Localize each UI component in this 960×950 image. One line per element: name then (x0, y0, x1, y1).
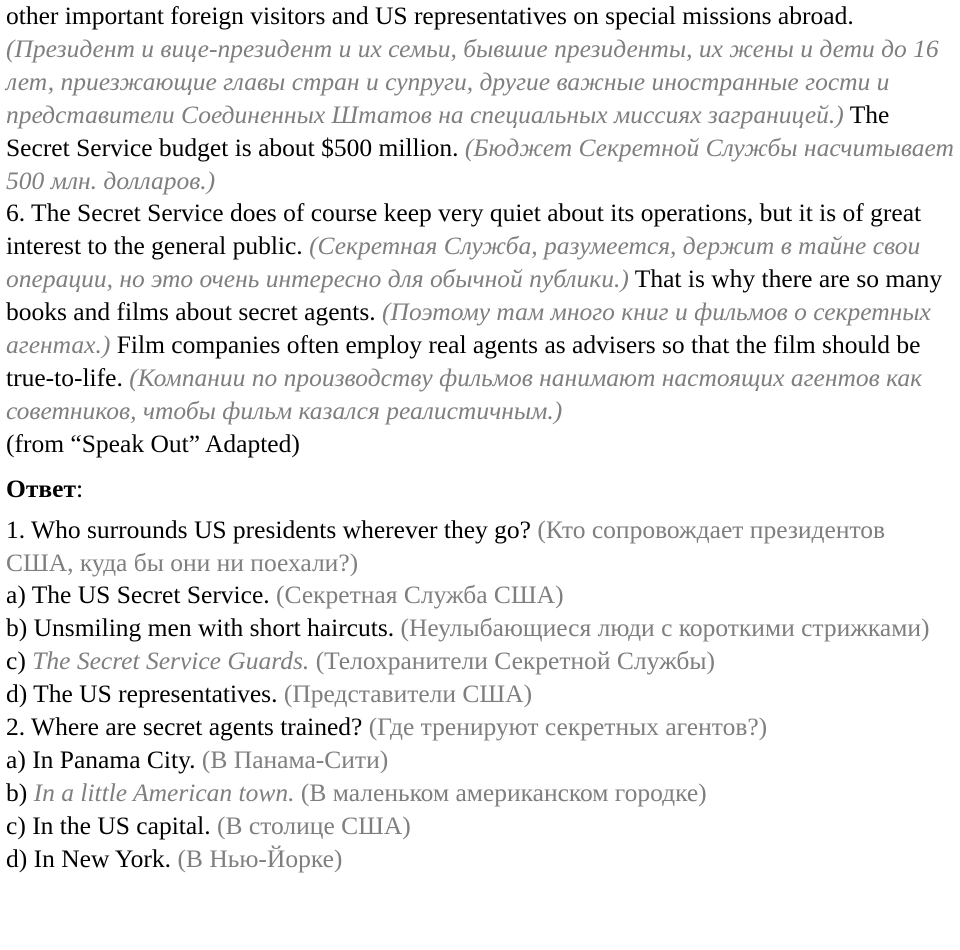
passage-translation: (Бюджет Секретной Службы насчитывает 500 млн. долларов.) (6, 132, 954, 195)
passage-translation: (Компании по производству фильмов нанимают настоящих агентов как советников, чтобы фильм казался реалистичным.) (6, 362, 923, 425)
option-translation: (Телохранители Секретной Службы) (315, 646, 715, 676)
option-text: In New York. (33, 843, 172, 873)
answer-colon: : (75, 473, 84, 503)
question-line (6, 514, 958, 580)
option-translation: (В столице США) (217, 810, 411, 840)
passage-translation: (Президент и вице-президент и их семьи, бывшие президенты, их жены и дети до 16 лет, приезжающие главы стран и супруги, другие важные иностранные гости и представители Соединенных Штатов на специальных миссиях заграницей.) (6, 33, 939, 129)
option-prefix: b) (6, 613, 34, 643)
answer-option (6, 810, 958, 843)
passage-text: Film companies often employ real agents as advisers so that the film should be true-to-life. (6, 330, 921, 392)
question-translation: (Где тренируют секретных агентов?) (368, 712, 768, 742)
answer-option (6, 612, 958, 645)
option-text: The US representatives. (33, 679, 278, 709)
option-text-selected: In a little American town. (33, 777, 295, 807)
option-text-selected: The Secret Service Guards. (32, 646, 310, 676)
option-translation: (В Панама-Сити) (201, 744, 389, 774)
option-translation: (Секретная Служба США) (276, 580, 564, 610)
option-prefix: a) (6, 744, 33, 774)
answer-option (6, 579, 958, 612)
question-translation: (Кто сопровождает президентов США, куда бы они ни поехали?) (6, 514, 886, 577)
option-prefix: d) (6, 843, 34, 873)
option-translation: (Представители США) (283, 679, 533, 709)
option-prefix: b) (6, 777, 34, 807)
option-prefix: d) (6, 679, 34, 709)
option-text: In Panama City. (32, 744, 196, 774)
passage-translation: (Секретная Служба, разумеется, держит в тайне свои операции, но это очень интересно для обычной публики.) (6, 231, 921, 294)
passage-translation: (Поэтому там много книг и фильмов о секретных агентах.) (6, 297, 931, 360)
question-text: 1. Who surrounds US presidents wherever they go? (6, 514, 532, 544)
passage-text: The Secret Service budget is about $500 million. (6, 99, 890, 162)
answer-option (6, 744, 958, 777)
option-text: In the US capital. (32, 810, 211, 840)
answer-option-selected (6, 777, 958, 810)
passage-source (6, 428, 958, 461)
passage-paragraph-6 (6, 197, 958, 427)
answer-option (6, 843, 958, 876)
question-block (6, 514, 958, 711)
option-translation: (В маленьком американском городке) (300, 777, 707, 807)
option-prefix: c) (6, 810, 33, 840)
passage-text: That is why there are so many books and films about secret agents. (6, 264, 943, 327)
answer-option (6, 678, 958, 711)
answer-label: Ответ (6, 473, 76, 503)
option-translation: (В Нью-Йорке) (177, 843, 343, 873)
answer-heading (6, 473, 958, 506)
passage-text: 6. The Secret Service does of course keep very quiet about its operations, but it is of great interest to the general public. (6, 198, 922, 261)
question-text: 2. Where are secret agents trained? (6, 712, 363, 742)
question-block (6, 711, 958, 876)
passage-paragraph-5 (6, 0, 958, 197)
option-prefix: a) (6, 580, 32, 610)
passage-text: other important foreign visitors and US representatives on special missions abroad. (6, 1, 854, 30)
option-translation: (Неулыбающиеся люди с короткими стрижками) (400, 613, 930, 643)
option-text: The US Secret Service. (31, 580, 270, 610)
option-prefix: c) (6, 646, 33, 676)
source-citation: (from “Speak Out” Adapted) (6, 428, 300, 458)
answer-option-selected (6, 645, 958, 678)
question-line (6, 711, 958, 744)
option-text: Unsmiling men with short haircuts. (33, 613, 395, 643)
